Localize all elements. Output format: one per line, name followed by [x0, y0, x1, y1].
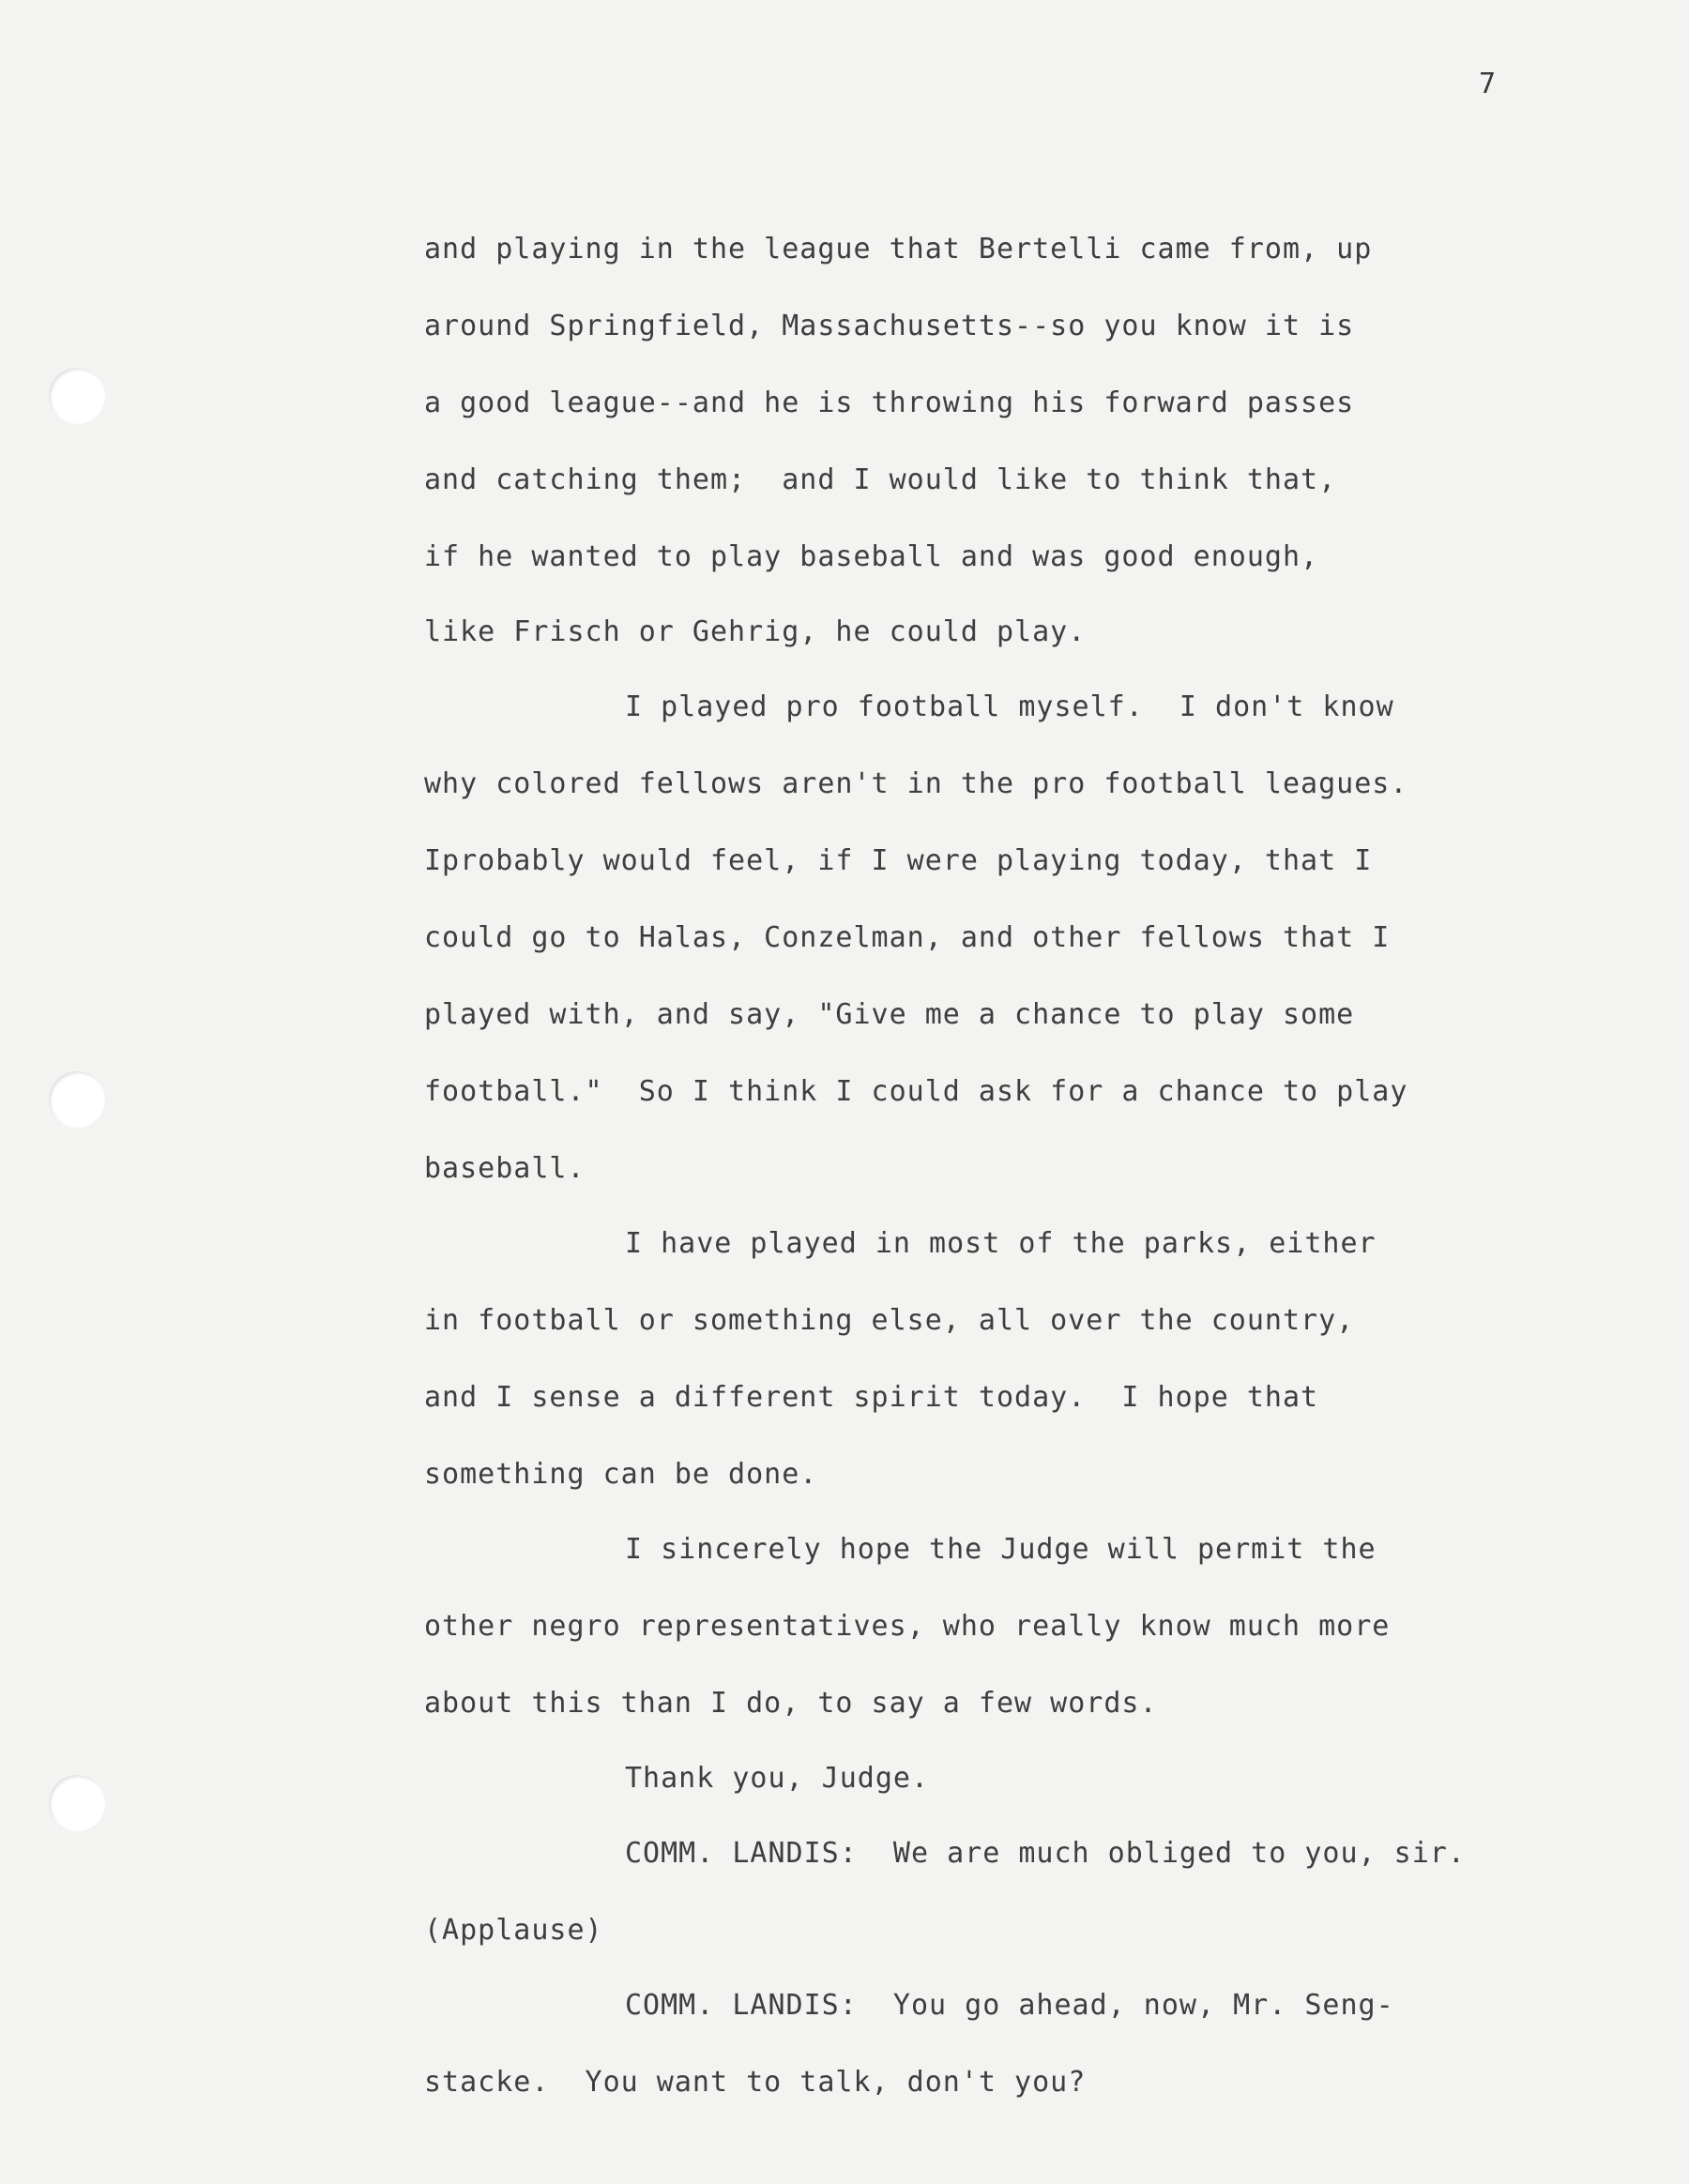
- text-line: Thank you, Judge.: [625, 1762, 930, 1795]
- text-line: other negro representatives, who really know much more: [424, 1610, 1391, 1643]
- text-line: baseball.: [424, 1152, 586, 1185]
- text-line: about this than I do, to say a few words.: [424, 1687, 1158, 1720]
- text-line: around Springfield, Massachusetts--so you know it is: [424, 310, 1355, 342]
- binder-hole-middle: [49, 1071, 105, 1128]
- binder-hole-top: [49, 368, 105, 424]
- text-line: something can be done.: [424, 1458, 818, 1491]
- text-line: and catching them; and I would like to think that,: [424, 463, 1337, 496]
- text-line: COMM. LANDIS: We are much obliged to you, sir.: [625, 1837, 1466, 1870]
- text-line: I sincerely hope the Judge will permit the: [625, 1533, 1377, 1566]
- text-line: I played pro football myself. I don't know: [625, 690, 1394, 723]
- text-line: could go to Halas, Conzelman, and other fellows that I: [424, 921, 1391, 954]
- text-line: and I sense a different spirit today. I hope that: [424, 1381, 1319, 1414]
- binder-hole-bottom: [49, 1775, 105, 1831]
- page-number: 7: [1479, 68, 1497, 100]
- text-line: and playing in the league that Bertelli came from, up: [424, 233, 1373, 265]
- text-line: football." So I think I could ask for a chance to play: [424, 1075, 1408, 1108]
- text-line: in football or something else, all over the country,: [424, 1304, 1355, 1337]
- text-line: a good league--and he is throwing his forward passes: [424, 387, 1355, 419]
- text-line: like Frisch or Gehrig, he could play.: [424, 615, 1087, 648]
- text-line: why colored fellows aren't in the pro football leagues.: [424, 767, 1408, 800]
- text-line: COMM. LANDIS: You go ahead, now, Mr. Seng-: [625, 1989, 1394, 2022]
- text-line: Iprobably would feel, if I were playing today, that I: [424, 844, 1373, 877]
- text-line: (Applause): [424, 1914, 603, 1947]
- text-line: I have played in most of the parks, either: [625, 1227, 1377, 1260]
- text-line: if he wanted to play baseball and was good enough,: [424, 540, 1319, 573]
- text-line: stacke. You want to talk, don't you?: [424, 2066, 1087, 2099]
- text-line: played with, and say, "Give me a chance to play some: [424, 998, 1355, 1031]
